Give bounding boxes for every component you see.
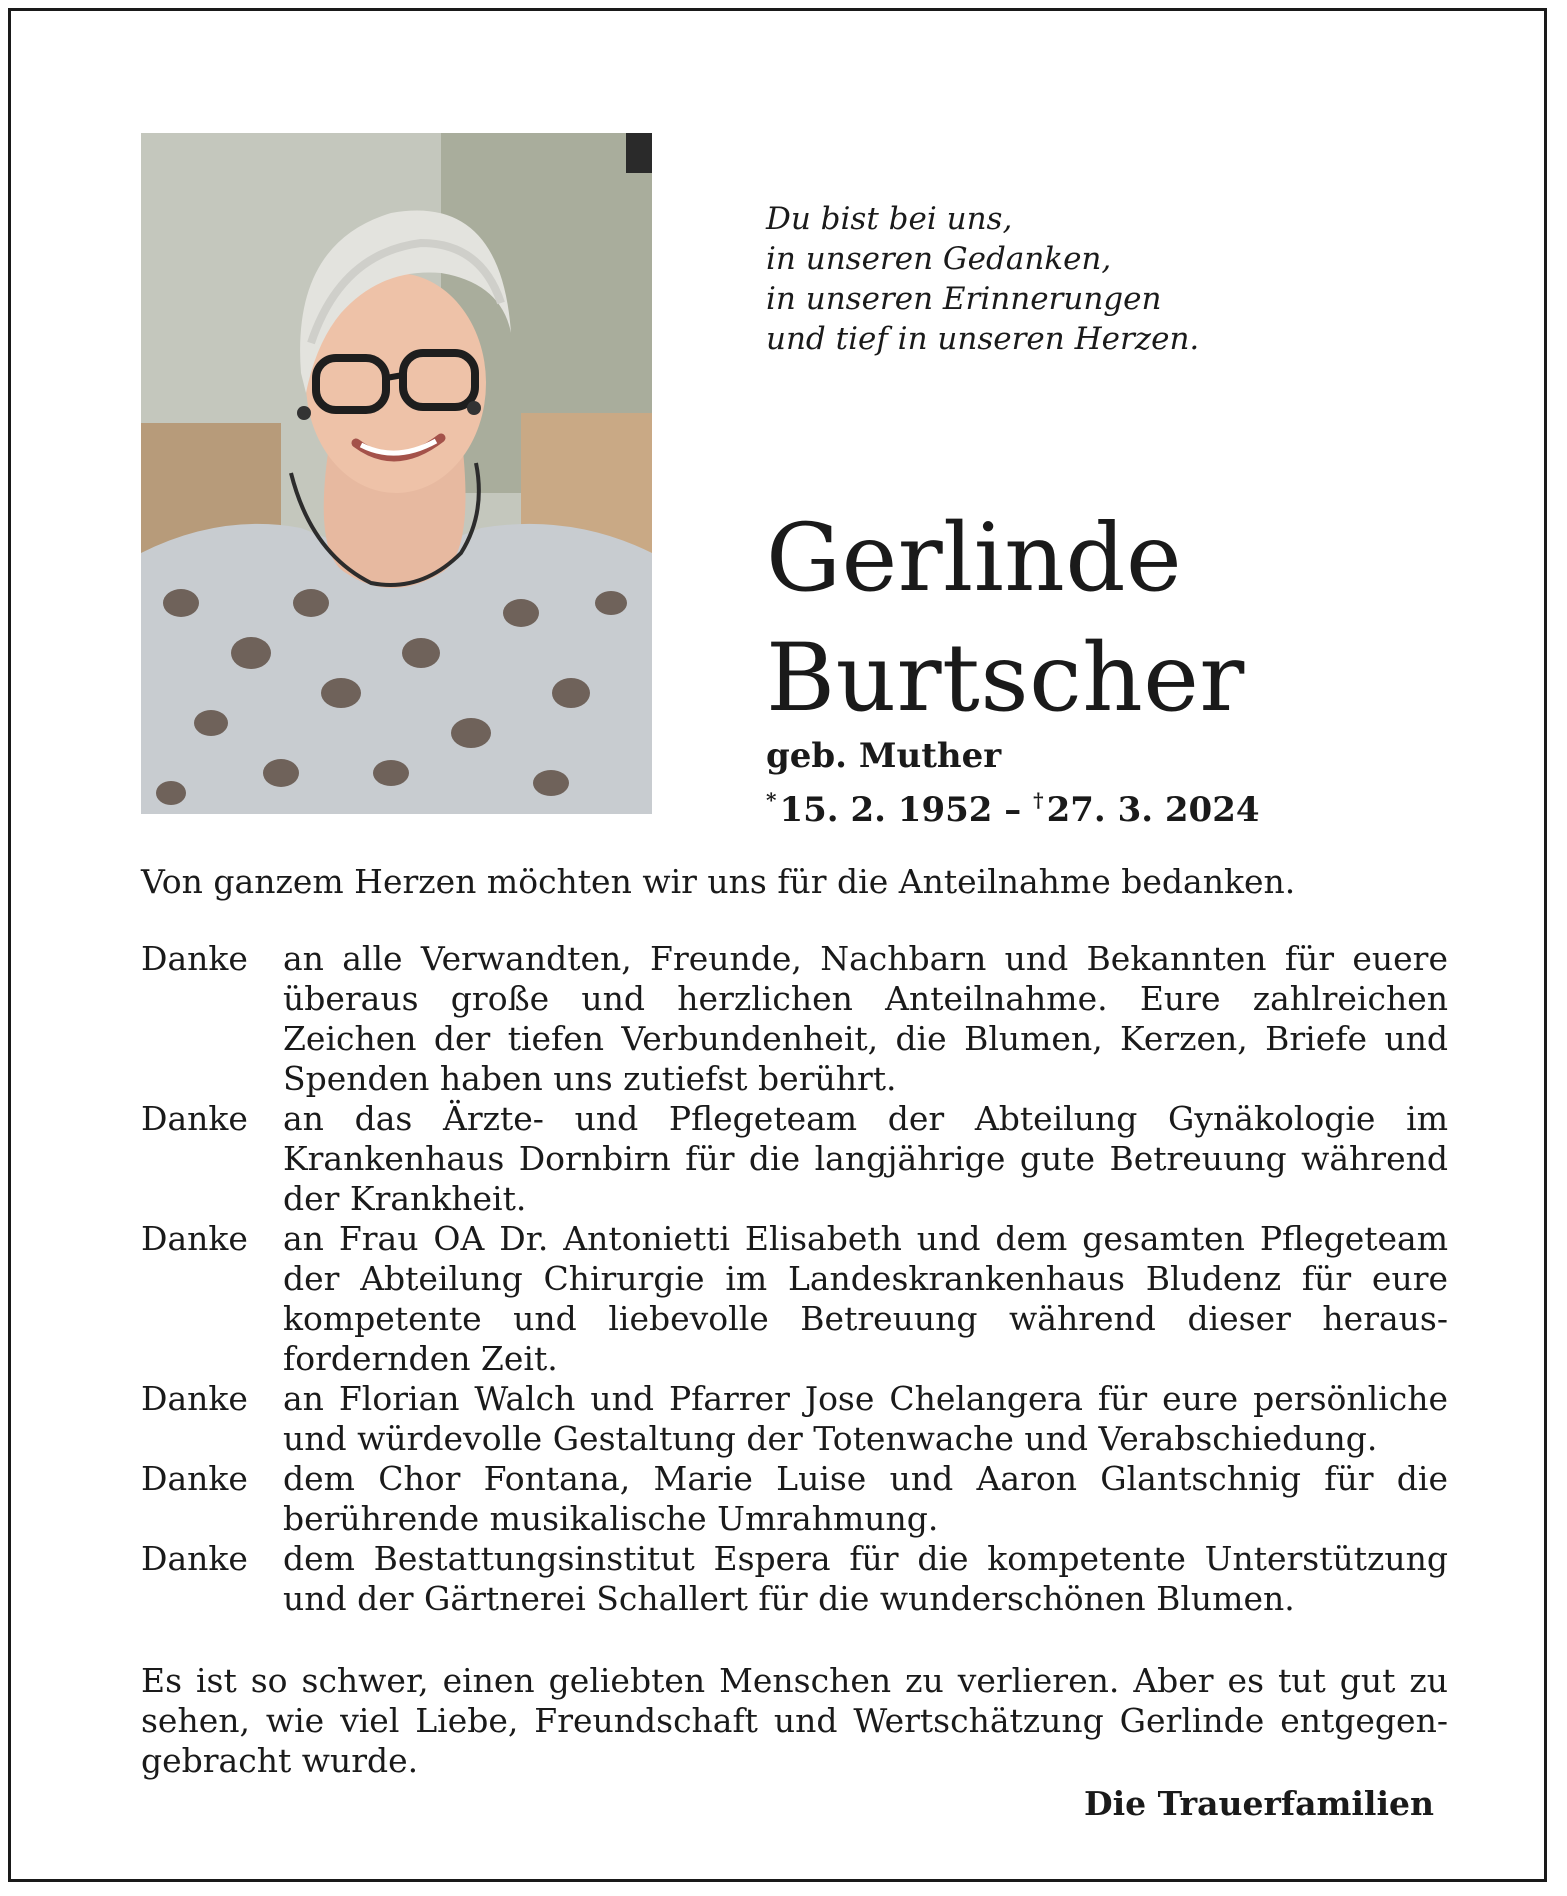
thanks-item: [141, 1099, 1448, 1219]
death-date: 27. 3. 2024: [1046, 790, 1260, 830]
thanks-text: dem Bestattungsinstitut Espera für die kompetente Unterstützung und der Gärtnerei Schallert für die wunderschönen Blumen.: [283, 1539, 1448, 1618]
maiden-name: geb. Muther: [766, 736, 1002, 776]
memorial-poem: [766, 199, 1286, 359]
intro-text: Von ganzem Herzen möchten wir uns für die Anteilnahme bedanken.: [141, 862, 1296, 901]
life-dates: [766, 779, 1260, 831]
thanks-text: an Florian Walch und Pfarrer Jose Chelangera für eure persönliche und würdevolle Gestaltung der Totenwache und Verabschiedung.: [283, 1379, 1448, 1458]
obituary-notice: [8, 8, 1547, 1882]
thanks-label: Danke: [141, 1099, 248, 1138]
poem-line: in unseren Gedanken,: [766, 241, 1112, 277]
closing-text: Es ist so schwer, einen geliebten Menschen zu verlieren. Aber es tut gut zu sehen, wie viel Liebe, Freundschaft und Wertschätzung Gerlinde entgegengebracht wurde.: [141, 1661, 1448, 1780]
thanks-label: Danke: [141, 1379, 248, 1418]
thanks-text: an alle Verwandten, Freunde, Nachbarn und Bekannten für euere überaus große und herzlichen Anteilnahme. Eure zahlreichen Zeichen der tiefen Verbundenheit, die Blumen, Kerzen, Briefe und Spenden haben uns zutiefst berührt.: [283, 939, 1448, 1098]
thanks-label: Danke: [141, 939, 248, 978]
poem-line: Du bist bei uns,: [766, 201, 1013, 237]
poem-line: und tief in unseren Herzen.: [766, 321, 1200, 357]
thanks-label: Danke: [141, 1539, 248, 1578]
last-name: Burtscher: [766, 624, 1245, 733]
thanks-label: Danke: [141, 1219, 248, 1258]
date-separator: –: [1004, 790, 1022, 830]
signature: Die Trauerfamilien: [1083, 1784, 1434, 1823]
thanks-item: [141, 1539, 1448, 1619]
portrait-photo: [141, 133, 652, 814]
thanks-item: [141, 1379, 1448, 1459]
thanks-item: [141, 1219, 1448, 1379]
deceased-name: [766, 499, 1245, 739]
thanks-text: an das Ärzte- und Pflegeteam der Abteilung Gynäkologie im Krankenhaus Dornbirn für die langjährige gute Betreuung während der Krankheit.: [283, 1099, 1448, 1218]
birth-symbol: *: [766, 788, 777, 812]
portrait-illustration: [141, 133, 652, 814]
thanks-text: dem Chor Fontana, Marie Luise und Aaron Glantschnig für die berührende musikalische Umrahmung.: [283, 1459, 1448, 1538]
thanks-item: [141, 939, 1448, 1099]
thanks-item: [141, 1459, 1448, 1539]
first-name: Gerlinde: [766, 504, 1183, 613]
thanks-label: Danke: [141, 1459, 248, 1498]
birth-date: 15. 2. 1952: [779, 790, 993, 830]
death-symbol: †: [1033, 788, 1044, 812]
thanks-text: an Frau OA Dr. Antonietti Elisabeth und dem gesamten Pflegeteam der Abteilung Chirurgie im Landeskrankenhaus Bludenz für eure kompetente und liebevolle Betreuung während dieser herausfordernden Zeit.: [283, 1219, 1448, 1378]
thanks-list: [141, 939, 1448, 1619]
poem-line: in unseren Erinnerungen: [766, 281, 1162, 317]
